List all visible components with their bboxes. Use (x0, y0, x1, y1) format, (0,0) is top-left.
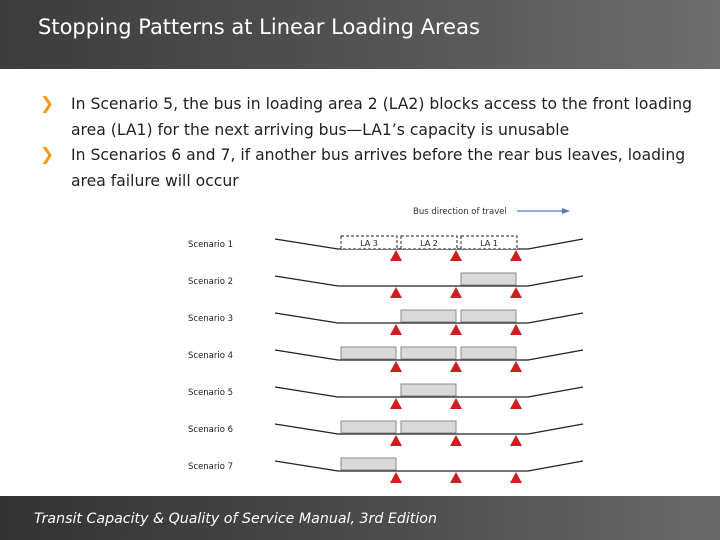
bus-rectangle (341, 421, 396, 433)
stop-marker-icon (390, 398, 402, 409)
bullet-item (40, 92, 700, 143)
stop-marker-icon (450, 287, 462, 298)
stop-marker-icon (450, 472, 462, 483)
title-bar (0, 0, 720, 69)
stop-marker-icon (390, 361, 402, 372)
stop-marker-icon (510, 250, 522, 261)
scenario-label: Scenario 2 (188, 277, 234, 287)
scenario-label: Scenario 4 (188, 351, 234, 361)
bus-rectangle (341, 458, 396, 470)
bullet-item (40, 143, 700, 194)
curb-line (275, 461, 583, 471)
stop-marker-icon (390, 472, 402, 483)
bus-rectangle (401, 310, 456, 322)
bus-rectangle (461, 273, 516, 285)
stop-marker-icon (510, 287, 522, 298)
stop-marker-icon (450, 435, 462, 446)
stop-marker-icon (450, 361, 462, 372)
bus-rectangle (461, 310, 516, 322)
bus-rectangle (401, 347, 456, 359)
stop-marker-icon (450, 398, 462, 409)
loading-area-label: LA 3 (360, 239, 378, 248)
scenario-label: Scenario 7 (188, 462, 234, 472)
bullet-list (40, 92, 700, 194)
bus-rectangle (401, 421, 456, 433)
stop-marker-icon (390, 287, 402, 298)
direction-arrow-head (562, 208, 570, 214)
stop-marker-icon (510, 398, 522, 409)
direction-label: Bus direction of travel (413, 207, 507, 217)
stop-marker-icon (390, 250, 402, 261)
stop-marker-icon (450, 324, 462, 335)
chevron-right-icon: ❯ (40, 94, 55, 114)
stop-marker-icon (510, 361, 522, 372)
bullet-text: In Scenarios 6 and 7, if another bus arrives before the rear bus leaves, loading area failure will occur (71, 146, 686, 190)
chevron-right-icon: ❯ (40, 145, 55, 165)
slide-title: Stopping Patterns at Linear Loading Areas (38, 15, 480, 39)
curb-line (275, 276, 583, 286)
scenario-label: Scenario 6 (188, 425, 234, 435)
loading-area-label: LA 1 (480, 239, 498, 248)
source-citation: Transit Capacity & Quality of Service Manual, 3rd Edition (34, 511, 437, 527)
scenario-label: Scenario 5 (188, 388, 234, 398)
stop-marker-icon (450, 250, 462, 261)
bus-rectangle (341, 347, 396, 359)
bus-rectangle (461, 347, 516, 359)
stop-marker-icon (510, 472, 522, 483)
bullet-text: In Scenario 5, the bus in loading area 2 (LA2) blocks access to the front loading area (LA1) for the next arriving bus—LA1’s capacity is unusable (71, 95, 692, 139)
stop-marker-icon (390, 324, 402, 335)
scenario-label: Scenario 3 (188, 314, 234, 324)
footer-bar (0, 496, 720, 540)
loading-area-diagram (180, 198, 590, 498)
stop-marker-icon (510, 435, 522, 446)
stop-marker-icon (510, 324, 522, 335)
scenario-label: Scenario 1 (188, 240, 234, 250)
loading-area-label: LA 2 (420, 239, 438, 248)
bus-rectangle (401, 384, 456, 396)
stop-marker-icon (390, 435, 402, 446)
